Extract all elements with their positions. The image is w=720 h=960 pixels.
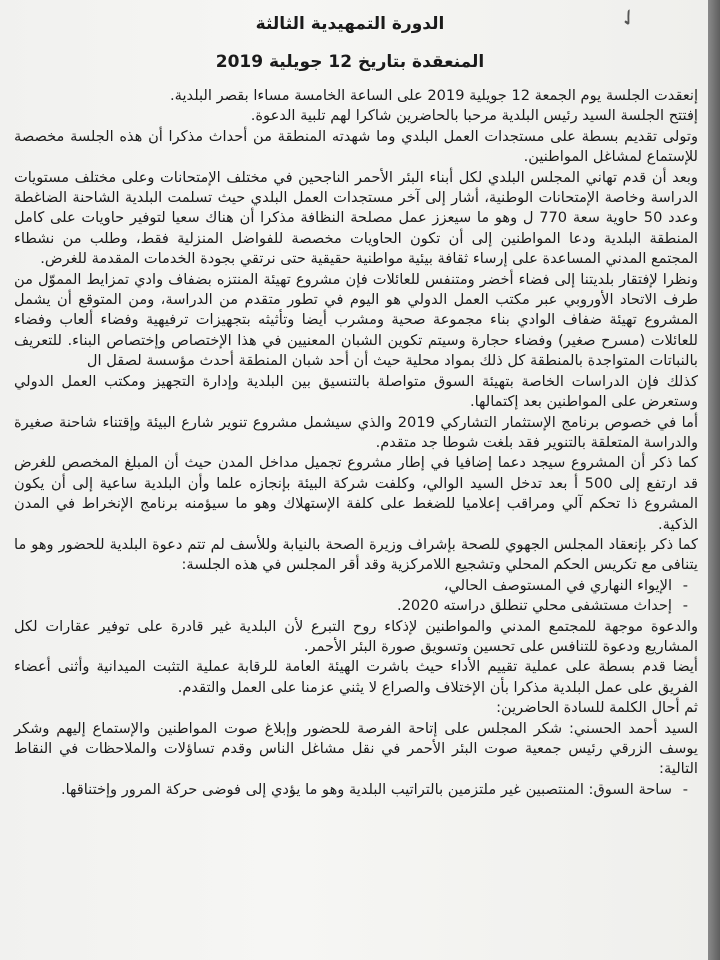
- document-title: الدورة التمهيدية الثالثة: [255, 14, 445, 34]
- paragraph: كما ذكر بإنعقاد المجلس الجهوي للصحة بإشراف وزيرة الصحة بالنيابة وللأسف لم تتم دعوة البلدية للحضور وهو ما يتنافى مع تكريس الحكم المحلي وتشجيع اللامركزية وقد أقر المجلس في هذه الجلسة:: [14, 535, 698, 574]
- paragraph: ونظرا لإفتقار بلديتنا إلى فضاء أخضر ومتنفس للعائلات فإن مشروع تهيئة المنتزه بضفاف وادي تمزايط المموّل من طرف الاتحاد الأوروبي عبر مكتب العمل الدولي هو اليوم في تطور متقدم من الدراسة، ومن المتوقع أن يشمل المشروع تهيئة ضفاف الوادي بناء مجموعة صحية ومشرب أيضا وتأثيثه بتجهيزات ترفيهية وفضاء ألعاب وفضاء للعائلات (مسرح صغير) وفضاء حجارة وسيتم تكوين الشبان المعنيين في هذا الإختصاص وإختصاص البناء. للتعريف بالنباتات المتواجدة بالمنطقة كل ذلك بمواد محلية حيث أن أحد شبان المنطقة أحدث مؤسسة لصقل ال: [14, 270, 698, 370]
- paragraph: كذلك فإن الدراسات الخاصة بتهيئة السوق متواصلة بالتنسيق بين البلدية وإدارة التجهيز ومكتب العمل الدولي وستعرض على المواطنين بعد إكتمالها.: [14, 372, 698, 411]
- list-item: - الإيواء النهاري في المستوصف الحالي،: [14, 576, 672, 596]
- bullet-list: [14, 780, 698, 800]
- paragraph: وتولى تقديم بسطة على مستجدات العمل البلدي وما شهدته المنطقة من أحداث مذكرا أن هذه الجلسة مخصصة للإستماع لمشاغل المواطنين.: [14, 127, 698, 166]
- paragraph: إفتتح الجلسة السيد رئيس البلدية مرحبا بالحاضرين شاكرا لهم تلبية الدعوة.: [250, 107, 698, 125]
- page-edge-shadow: [708, 0, 720, 960]
- paragraph: ثم أحال الكلمة للسادة الحاضرين:: [496, 699, 698, 717]
- list-item: - ساحة السوق: المنتصبين غير ملتزمين بالتراتيب البلدية وهو ما يؤدي إلى فوضى حركة المرور وإختناقها.: [14, 780, 672, 800]
- paragraph: والدعوة موجهة للمجتمع المدني والمواطنين لإذكاء روح التبرع لأن البلدية غير قادرة على توفير عقارات لكل المشاريع ودعوة للتنافس على تحسين وتسويق صورة البئر الأحمر.: [14, 617, 698, 655]
- paragraph: إنعقدت الجلسة يوم الجمعة 12 جويلية 2019 على الساعة الخامسة مساءا بقصر البلدية.: [170, 87, 698, 104]
- document-subtitle: المنعقدة بتاريخ 12 جويلية 2019: [215, 52, 485, 72]
- paragraph: السيد أحمد الحسني: شكر المجلس على إتاحة الفرصة للحضور وإبلاغ صوت المواطنين والإستماع إليهم وشكر يوسف الزرقي رئيس جمعية صوت البئر الأحمر في نقل مشاغل الناس وقدم تساؤلات والملاحظات في النقاط التالية:: [14, 719, 698, 778]
- bullet-list: [14, 576, 698, 617]
- paragraph: أما في خصوص برنامج الإستثمار التشاركي 2019 والذي سيشمل مشروع تنوير شارع البيئة وإقتناء شاحنة صغيرة والدراسة المتعلقة بالتنوير فقد بلغت شوطا جد متقدم.: [14, 413, 699, 451]
- list-item: - إحداث مستشفى محلي تنطلق دراسته 2020.: [14, 596, 672, 616]
- paragraph: كما ذكر أن المشروع سيجد دعما إضافيا في إطار مشروع تجميل مداخل المدن حيث أن المبلغ المخصص للغرض قد ارتفع إلى 500 أ بعد تدخل السيد الوالي، وكلفت شركة البيئة بإنجازه علما وأن البلدية ساعية إلى أن يكون المشروع ذا تحكم آلي ومراقب إعلاميا للضغط على كلفة الإستهلاك وهو ما سيؤمنه برنامج الإنخراط في المدن الذكية.: [14, 454, 698, 533]
- paragraph: وبعد أن قدم تهاني المجلس البلدي لكل أبناء البئر الأحمر الناجحين في مختلف الإمتحانات وعلى مختلف مستويات الدراسة وخاصة الإمتحانات الوطنية، أشار إلى آخر مستجدات العمل البلدي حيث تسلمت البلدية الشاحنة الضاغطة وعدد 50 حاوية سعة 770 ل وهو ما سيعزز عمل مصلحة النظافة مذكرا أن هناك سعيا لتوفير حاويات على كامل المنطقة البلدية ودعا المواطنين إلى أن تكون الحاويات مخصصة للفواضل المنزلية فقط، وطلب من نشطاء المجتمع المدني المساعدة على إرساء ثقافة بيئية مواطنية حقيقية حتى نرتقي بجودة الخدمات المقدمة للغرض.: [14, 168, 698, 268]
- paragraph: أيضا قدم بسطة على عملية تقييم الأداء حيث باشرت الهيئة العامة للرقابة عملية التثبت الميدانية وأثنى أعضاء الفريق على عمل البلدية مذكرا بأن الإختلاف والصراع لا يثني عزمنا على العمل والتقدم.: [14, 658, 698, 696]
- handwritten-mark: ✓: [614, 2, 644, 35]
- document-body: [14, 86, 698, 800]
